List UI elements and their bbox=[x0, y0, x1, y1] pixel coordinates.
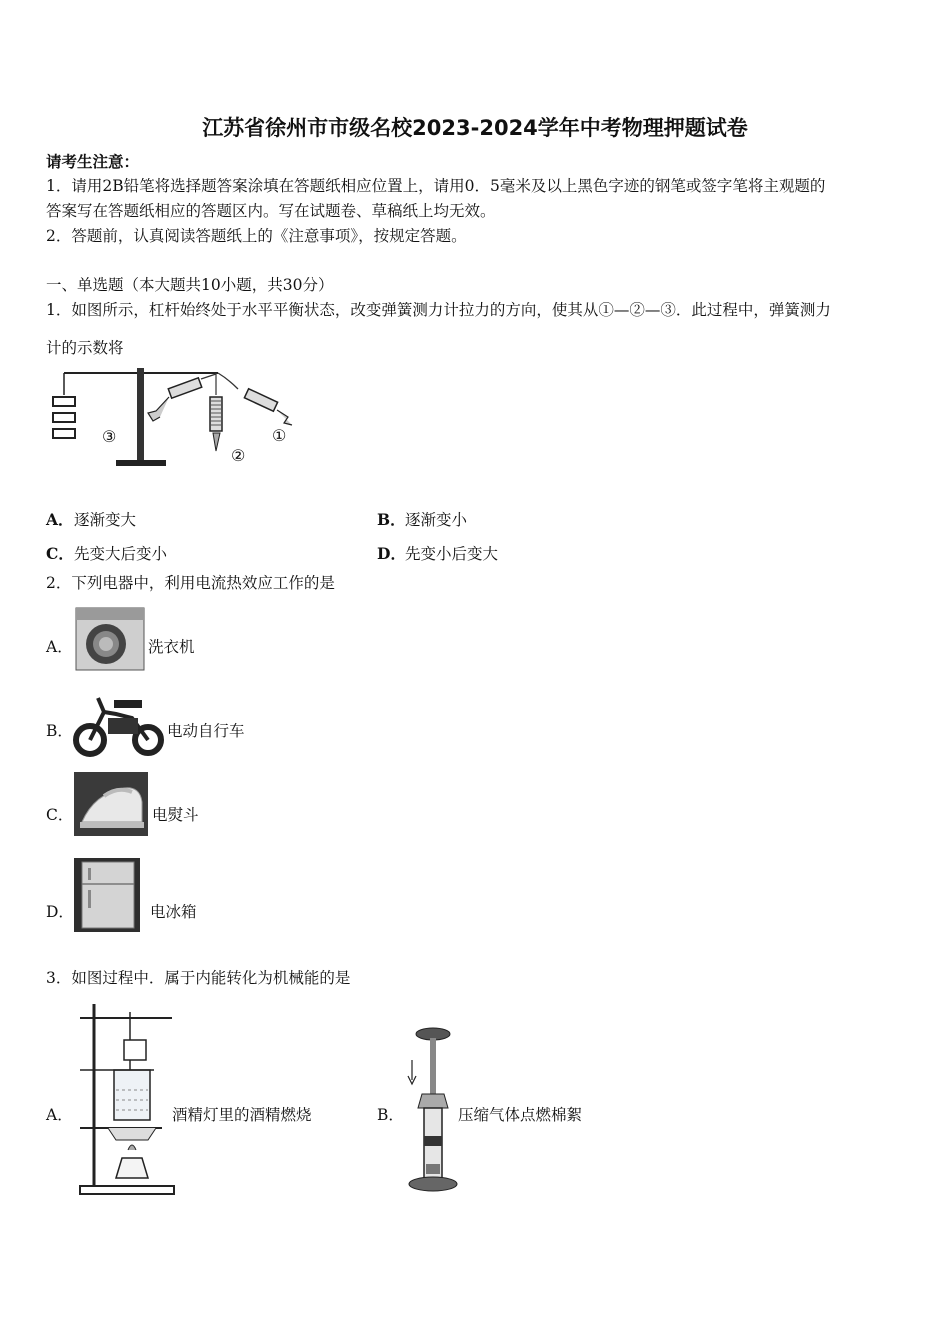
option-text: 逐渐变大 bbox=[74, 511, 137, 529]
notice-line-3: 2．答题前，认真阅读答题纸上的《注意事项》，按规定答题。 bbox=[46, 227, 467, 245]
alcohol-lamp-apparatus-icon bbox=[76, 1000, 176, 1196]
q1-option-b[interactable] bbox=[377, 508, 467, 530]
q1-stem-line-2: 计的示数将 bbox=[46, 339, 124, 357]
q3-option-b-text[interactable]: 压缩气体点燃棉絮 bbox=[458, 1106, 583, 1124]
electric-iron-icon bbox=[74, 772, 148, 836]
q1-label-2: ② bbox=[231, 446, 246, 465]
q2-option-a-text[interactable]: 洗衣机 bbox=[148, 638, 195, 656]
q3-option-a-text[interactable]: 酒精灯里的酒精燃烧 bbox=[172, 1106, 312, 1124]
q2-option-b-text[interactable]: 电动自行车 bbox=[167, 722, 245, 740]
q2-option-d-text[interactable]: 电冰箱 bbox=[150, 903, 197, 921]
q2-option-a-letter[interactable]: A． bbox=[46, 638, 73, 656]
option-letter: B． bbox=[377, 510, 406, 529]
q2-option-d-letter[interactable]: D． bbox=[46, 903, 74, 921]
option-text: 先变大后变小 bbox=[74, 545, 168, 563]
q2-option-c-letter[interactable]: C． bbox=[46, 806, 74, 824]
q1-option-d[interactable] bbox=[377, 542, 498, 564]
refrigerator-icon bbox=[74, 858, 140, 932]
option-letter: C． bbox=[46, 544, 74, 563]
q1-label-1: ① bbox=[272, 426, 287, 445]
option-letter: D． bbox=[377, 544, 406, 563]
q1-stem-line-1: 1．如图所示，杠杆始终处于水平平衡状态，改变弹簧测力计拉力的方向，使其从①—②—③．此过程中，弹簧测力 bbox=[46, 301, 831, 319]
q1-label-3: ③ bbox=[102, 427, 117, 446]
q2-stem: 2．下列电器中，利用电流热效应工作的是 bbox=[46, 574, 335, 592]
q3-option-a-letter[interactable]: A． bbox=[46, 1106, 73, 1124]
q3-stem: 3．如图过程中．属于内能转化为机械能的是 bbox=[46, 969, 351, 987]
q2-option-c-text[interactable]: 电熨斗 bbox=[152, 806, 199, 824]
page-title: 江苏省徐州市市级名校2023-2024学年中考物理押题试卷 bbox=[202, 116, 748, 140]
lever-figure bbox=[48, 365, 308, 475]
option-text: 逐渐变小 bbox=[405, 511, 468, 529]
q1-option-a[interactable] bbox=[46, 508, 136, 530]
option-text: 先变小后变大 bbox=[405, 545, 499, 563]
notice-heading: 请考生注意： bbox=[46, 152, 140, 171]
section-heading: 一、单选题（本大题共10小题，共30分） bbox=[46, 276, 334, 294]
q3-option-b-letter[interactable]: B． bbox=[377, 1106, 404, 1124]
washing-machine-icon bbox=[74, 606, 146, 672]
q2-option-b-letter[interactable]: B． bbox=[46, 722, 73, 740]
fire-syringe-icon bbox=[400, 1024, 462, 1196]
notice-line-2: 答案写在答题纸相应的答题区内。写在试题卷、草稿纸上均无效。 bbox=[46, 202, 496, 220]
option-letter: A． bbox=[46, 510, 74, 529]
electric-bike-icon bbox=[74, 690, 164, 758]
q1-option-c[interactable] bbox=[46, 542, 167, 564]
notice-line-1: 1．请用2B铅笔将选择题答案涂填在答题纸相应位置上，请用0．5毫米及以上黑色字迹的钢笔或签字笔将主观题的 bbox=[46, 177, 826, 195]
